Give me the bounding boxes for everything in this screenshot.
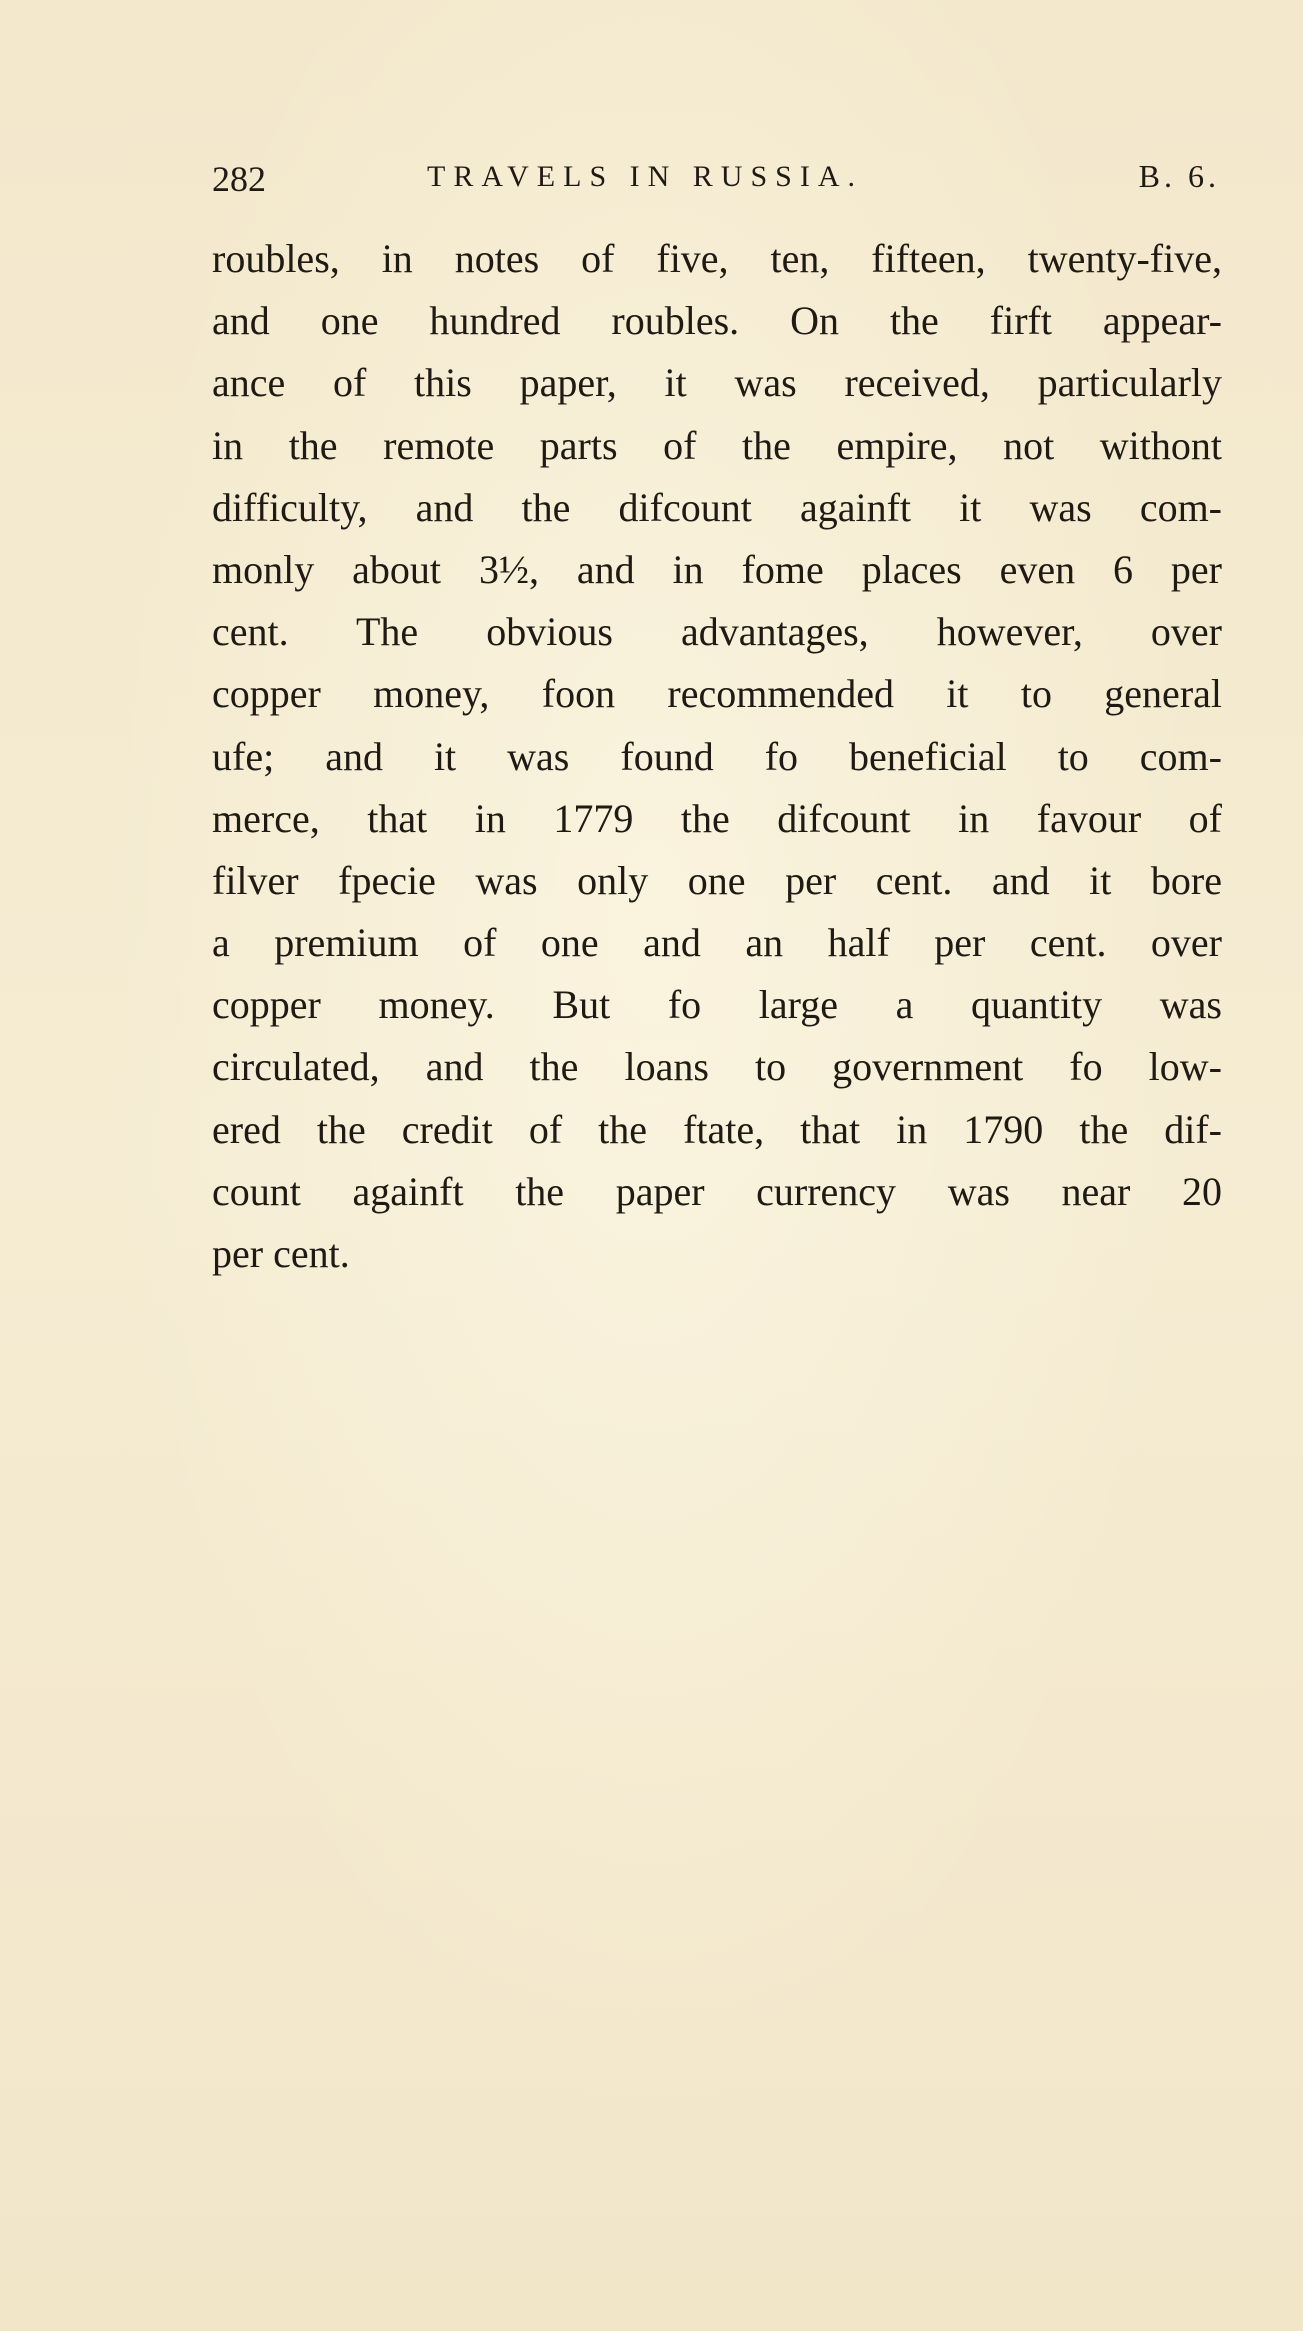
text-line: circulated, and the loans to government fo low- xyxy=(212,1044,1222,1090)
text-line: merce, that in 1779 the difcount in favour of xyxy=(212,795,1222,841)
text-line: copper money. But fo large a quantity was xyxy=(212,982,1222,1028)
text-line: cent. The obvious advantages, however, over xyxy=(212,609,1222,655)
text-line: ufe; and it was found fo beneficial to com- xyxy=(212,733,1222,779)
text-line: roubles, in notes of five, ten, fifteen, twenty-five, xyxy=(212,236,1222,281)
running-title: TRAVELS IN RUSSIA. xyxy=(427,160,863,193)
text-line: count againft the paper currency was near 20 xyxy=(212,1168,1222,1214)
text-line: in the remote parts of the empire, not withont xyxy=(212,422,1222,468)
page-header xyxy=(212,158,1222,208)
text-line-last: per cent. xyxy=(212,1231,350,1276)
text-line: filver fpecie was only one per cent. and it bore xyxy=(212,857,1222,903)
body-paragraph xyxy=(212,228,1222,1285)
text-line: monly about 3½, and in fome places even 6 per xyxy=(212,546,1222,592)
book-marker: B. 6. xyxy=(1138,158,1220,194)
text-line: a premium of one and an half per cent. over xyxy=(212,920,1222,966)
text-line: ance of this paper, it was received, particularly xyxy=(212,360,1222,406)
text-line: difficulty, and the difcount againft it was com- xyxy=(212,484,1222,530)
text-line: and one hundred roubles. On the firft appear- xyxy=(212,298,1222,344)
text-line: copper money, foon recommended it to general xyxy=(212,671,1222,717)
text-line: ered the credit of the ftate, that in 1790 the dif- xyxy=(212,1106,1222,1152)
page-number: 282 xyxy=(212,159,266,199)
